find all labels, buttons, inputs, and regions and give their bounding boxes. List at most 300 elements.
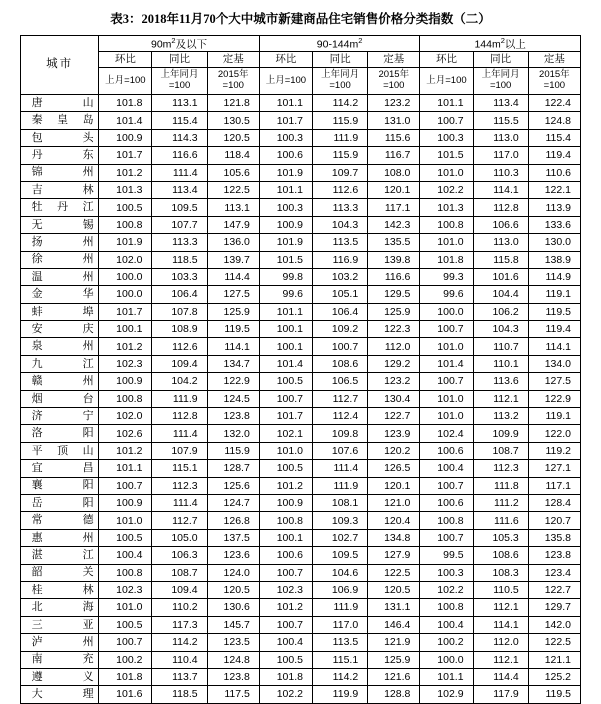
- city-name-cell: [21, 164, 99, 181]
- city-name-cell: [21, 477, 99, 494]
- table-row: [21, 164, 581, 181]
- value-cell: 100.2: [99, 651, 152, 668]
- value-cell: 100.2: [420, 634, 473, 651]
- value-cell: 123.2: [368, 373, 420, 390]
- value-cell: 101.0: [420, 338, 473, 355]
- value-cell: 100.8: [420, 216, 473, 233]
- city-label: 三 亚: [31, 618, 94, 631]
- city-label: 常 德: [31, 514, 94, 527]
- city-name-cell: [21, 634, 99, 651]
- city-name-cell: [21, 95, 99, 112]
- city-label: 丹 东: [31, 149, 94, 162]
- basis-fixed-small: 2015年=100: [207, 68, 259, 95]
- city-label: 徐 州: [31, 253, 94, 266]
- value-cell: 123.2: [368, 95, 420, 112]
- value-cell: 100.8: [420, 512, 473, 529]
- city-name-cell: [21, 112, 99, 129]
- value-cell: 102.9: [420, 686, 473, 703]
- city-label: 湛 江: [31, 549, 94, 562]
- table-row: [21, 181, 581, 198]
- value-cell: 120.1: [368, 477, 420, 494]
- city-label: 唐 山: [31, 96, 94, 109]
- value-cell: 115.9: [207, 442, 259, 459]
- value-cell: 128.7: [207, 460, 259, 477]
- value-cell: 110.3: [473, 164, 528, 181]
- value-cell: 111.4: [152, 425, 207, 442]
- value-cell: 117.9: [473, 686, 528, 703]
- value-cell: 128.4: [528, 494, 580, 511]
- table-row: [21, 668, 581, 685]
- value-cell: 111.2: [473, 494, 528, 511]
- value-cell: 106.3: [152, 547, 207, 564]
- table-row: [21, 425, 581, 442]
- value-cell: 121.9: [368, 634, 420, 651]
- city-name-cell: [21, 390, 99, 407]
- city-name-cell: [21, 547, 99, 564]
- value-cell: 108.0: [368, 164, 420, 181]
- value-cell: 114.2: [152, 634, 207, 651]
- value-cell: 115.1: [152, 460, 207, 477]
- value-cell: 106.6: [473, 216, 528, 233]
- group-suffix-small: 及以下: [175, 38, 208, 51]
- value-cell: 134.7: [207, 355, 259, 372]
- city-label: 烟 台: [31, 392, 94, 405]
- value-cell: 122.5: [207, 181, 259, 198]
- value-cell: 112.1: [473, 599, 528, 616]
- value-cell: 107.7: [152, 216, 207, 233]
- city-label: 泸 州: [31, 635, 94, 648]
- value-cell: 113.5: [312, 634, 367, 651]
- subheader-fixed-large: 定基: [528, 52, 580, 68]
- value-cell: 112.7: [312, 390, 367, 407]
- value-cell: 124.7: [207, 494, 259, 511]
- value-cell: 101.1: [259, 303, 312, 320]
- value-cell: 101.3: [99, 181, 152, 198]
- city-name-cell: [21, 494, 99, 511]
- city-label: 泉 州: [31, 340, 94, 353]
- city-name-cell: [21, 234, 99, 251]
- value-cell: 124.8: [207, 651, 259, 668]
- value-cell: 124.5: [207, 390, 259, 407]
- table-header: [21, 36, 581, 95]
- value-cell: 147.9: [207, 216, 259, 233]
- city-label: 扬 州: [31, 236, 94, 248]
- value-cell: 142.0: [528, 616, 580, 633]
- value-cell: 119.2: [528, 442, 580, 459]
- value-cell: 115.5: [473, 112, 528, 129]
- value-cell: 114.1: [473, 181, 528, 198]
- value-cell: 108.9: [152, 321, 207, 338]
- value-cell: 120.7: [528, 512, 580, 529]
- table-row: [21, 408, 581, 425]
- value-cell: 101.6: [473, 268, 528, 285]
- value-cell: 125.9: [368, 651, 420, 668]
- value-cell: 117.1: [368, 199, 420, 216]
- value-cell: 101.7: [99, 303, 152, 320]
- city-label: 锦 州: [31, 166, 94, 179]
- city-name-cell: [21, 355, 99, 372]
- value-cell: 101.9: [259, 234, 312, 251]
- header-city: 城市: [21, 36, 99, 95]
- value-cell: 100.1: [99, 321, 152, 338]
- value-cell: 111.8: [473, 477, 528, 494]
- value-cell: 101.7: [259, 112, 312, 129]
- value-cell: 113.6: [473, 373, 528, 390]
- group-suffix-large: 以上: [504, 38, 526, 51]
- header-group-mid: [259, 36, 420, 52]
- value-cell: 119.5: [207, 321, 259, 338]
- value-cell: 101.2: [259, 599, 312, 616]
- value-cell: 113.0: [473, 129, 528, 146]
- value-cell: 100.9: [259, 216, 312, 233]
- value-cell: 100.9: [99, 129, 152, 146]
- price-index-table: [20, 35, 581, 704]
- table-row: [21, 390, 581, 407]
- table-row: [21, 112, 581, 129]
- value-cell: 106.4: [312, 303, 367, 320]
- city-name-cell: [21, 268, 99, 285]
- group-sup-large: 2: [500, 35, 505, 45]
- value-cell: 114.1: [207, 338, 259, 355]
- value-cell: 129.7: [528, 599, 580, 616]
- value-cell: 109.4: [152, 581, 207, 598]
- city-name-cell: [21, 460, 99, 477]
- value-cell: 104.6: [312, 564, 367, 581]
- subheader-fixed-small: 定基: [207, 52, 259, 68]
- value-cell: 114.2: [312, 668, 367, 685]
- page-title: 表3：2018年11月70个大中城市新建商品住宅销售价格分类指数（二）: [110, 12, 491, 26]
- value-cell: 113.4: [152, 181, 207, 198]
- table-row: [21, 129, 581, 146]
- value-cell: 102.2: [420, 181, 473, 198]
- value-cell: 111.9: [152, 390, 207, 407]
- value-cell: 100.7: [259, 390, 312, 407]
- value-cell: 112.6: [152, 338, 207, 355]
- value-cell: 100.6: [420, 442, 473, 459]
- value-cell: 106.5: [312, 373, 367, 390]
- value-cell: 113.1: [207, 199, 259, 216]
- value-cell: 100.8: [99, 564, 152, 581]
- value-cell: 110.7: [473, 338, 528, 355]
- value-cell: 125.2: [528, 668, 580, 685]
- city-name-cell: [21, 616, 99, 633]
- value-cell: 125.6: [207, 477, 259, 494]
- group-label-mid: 90-144m: [316, 38, 359, 51]
- value-cell: 101.4: [99, 112, 152, 129]
- table-row: [21, 686, 581, 703]
- value-cell: 123.6: [207, 547, 259, 564]
- table-row: [21, 512, 581, 529]
- value-cell: 101.0: [420, 164, 473, 181]
- value-cell: 145.7: [207, 616, 259, 633]
- value-cell: 107.9: [152, 442, 207, 459]
- value-cell: 101.0: [420, 234, 473, 251]
- value-cell: 100.8: [99, 390, 152, 407]
- value-cell: 112.0: [473, 634, 528, 651]
- value-cell: 122.0: [528, 425, 580, 442]
- value-cell: 110.2: [152, 599, 207, 616]
- value-cell: 122.5: [528, 634, 580, 651]
- city-name-cell: [21, 303, 99, 320]
- value-cell: 102.2: [259, 686, 312, 703]
- value-cell: 112.3: [152, 477, 207, 494]
- city-name-cell: [21, 686, 99, 703]
- value-cell: 120.2: [368, 442, 420, 459]
- value-cell: 116.7: [368, 147, 420, 164]
- value-cell: 100.0: [420, 651, 473, 668]
- value-cell: 100.7: [259, 564, 312, 581]
- value-cell: 101.4: [420, 355, 473, 372]
- value-cell: 146.4: [368, 616, 420, 633]
- value-cell: 100.9: [259, 494, 312, 511]
- basis-yoy-small: 上年同月=100: [152, 68, 207, 95]
- city-label: 牡 丹 江: [31, 201, 94, 214]
- value-cell: 105.3: [473, 529, 528, 546]
- value-cell: 135.8: [528, 529, 580, 546]
- value-cell: 122.7: [368, 408, 420, 425]
- value-cell: 100.5: [259, 651, 312, 668]
- value-cell: 100.9: [99, 373, 152, 390]
- table-body: [21, 95, 581, 704]
- value-cell: 104.4: [473, 286, 528, 303]
- value-cell: 129.2: [368, 355, 420, 372]
- value-cell: 128.8: [368, 686, 420, 703]
- value-cell: 102.1: [259, 425, 312, 442]
- value-cell: 101.7: [99, 147, 152, 164]
- value-cell: 116.6: [152, 147, 207, 164]
- value-cell: 110.4: [152, 651, 207, 668]
- value-cell: 127.1: [528, 460, 580, 477]
- value-cell: 99.3: [420, 268, 473, 285]
- value-cell: 108.6: [473, 547, 528, 564]
- value-cell: 123.8: [207, 668, 259, 685]
- value-cell: 100.4: [99, 547, 152, 564]
- value-cell: 122.1: [528, 181, 580, 198]
- table-row: [21, 599, 581, 616]
- value-cell: 111.4: [152, 494, 207, 511]
- value-cell: 117.1: [528, 477, 580, 494]
- value-cell: 101.7: [259, 408, 312, 425]
- value-cell: 104.3: [312, 216, 367, 233]
- value-cell: 100.7: [99, 634, 152, 651]
- group-sup-small: 2: [171, 35, 176, 45]
- value-cell: 124.0: [207, 564, 259, 581]
- value-cell: 123.8: [528, 547, 580, 564]
- value-cell: 101.1: [420, 95, 473, 112]
- value-cell: 100.3: [420, 129, 473, 146]
- value-cell: 115.9: [312, 112, 367, 129]
- value-cell: 101.1: [99, 460, 152, 477]
- city-name-cell: [21, 338, 99, 355]
- value-cell: 112.4: [312, 408, 367, 425]
- value-cell: 129.5: [368, 286, 420, 303]
- value-cell: 100.6: [420, 494, 473, 511]
- value-cell: 123.9: [368, 425, 420, 442]
- basis-fixed-large: 2015年=100: [528, 68, 580, 95]
- value-cell: 110.5: [473, 581, 528, 598]
- city-name-cell: [21, 321, 99, 338]
- value-cell: 100.7: [420, 321, 473, 338]
- value-cell: 112.0: [368, 338, 420, 355]
- value-cell: 101.1: [259, 95, 312, 112]
- value-cell: 99.6: [420, 286, 473, 303]
- value-cell: 113.9: [528, 199, 580, 216]
- value-cell: 115.4: [528, 129, 580, 146]
- value-cell: 119.5: [528, 303, 580, 320]
- value-cell: 100.1: [259, 338, 312, 355]
- city-label: 遵 义: [31, 670, 94, 683]
- value-cell: 102.0: [99, 408, 152, 425]
- city-name-cell: [21, 251, 99, 268]
- value-cell: 100.1: [259, 321, 312, 338]
- value-cell: 109.5: [312, 547, 367, 564]
- value-cell: 100.4: [420, 460, 473, 477]
- city-label: 温 州: [31, 270, 94, 283]
- value-cell: 101.2: [99, 442, 152, 459]
- value-cell: 130.0: [528, 234, 580, 251]
- value-cell: 99.5: [420, 547, 473, 564]
- value-cell: 111.9: [312, 129, 367, 146]
- basis-yoy-mid: 上年同月=100: [312, 68, 367, 95]
- value-cell: 107.6: [312, 442, 367, 459]
- value-cell: 101.4: [259, 355, 312, 372]
- value-cell: 117.0: [473, 147, 528, 164]
- value-cell: 100.5: [99, 529, 152, 546]
- value-cell: 113.7: [152, 668, 207, 685]
- value-cell: 118.5: [152, 251, 207, 268]
- city-label: 济 宁: [31, 409, 94, 422]
- value-cell: 135.5: [368, 234, 420, 251]
- value-cell: 118.5: [152, 686, 207, 703]
- value-cell: 102.4: [420, 425, 473, 442]
- city-label: 平 顶 山: [31, 444, 94, 457]
- value-cell: 100.1: [259, 529, 312, 546]
- table-row: [21, 529, 581, 546]
- value-cell: 130.5: [207, 112, 259, 129]
- value-cell: 111.9: [312, 599, 367, 616]
- subheader-mom-mid: 环比: [259, 52, 312, 68]
- value-cell: 132.0: [207, 425, 259, 442]
- city-label: 九 江: [31, 357, 94, 370]
- value-cell: 123.4: [528, 564, 580, 581]
- value-cell: 113.3: [312, 199, 367, 216]
- value-cell: 100.7: [420, 529, 473, 546]
- value-cell: 105.6: [207, 164, 259, 181]
- value-cell: 138.9: [528, 251, 580, 268]
- city-name-cell: [21, 373, 99, 390]
- subheader-yoy-mid: 同比: [312, 52, 367, 68]
- table-row: [21, 286, 581, 303]
- value-cell: 126.8: [207, 512, 259, 529]
- group-sup-mid: 2: [358, 35, 363, 45]
- value-cell: 101.0: [99, 599, 152, 616]
- value-cell: 116.9: [312, 251, 367, 268]
- value-cell: 115.1: [312, 651, 367, 668]
- value-cell: 102.7: [312, 529, 367, 546]
- value-cell: 100.0: [99, 286, 152, 303]
- value-cell: 101.1: [259, 181, 312, 198]
- table-row: [21, 216, 581, 233]
- value-cell: 114.3: [152, 129, 207, 146]
- value-cell: 101.9: [99, 234, 152, 251]
- value-cell: 101.8: [99, 95, 152, 112]
- value-cell: 120.4: [368, 512, 420, 529]
- value-cell: 131.1: [368, 599, 420, 616]
- basis-yoy-large: 上年同月=100: [473, 68, 528, 95]
- value-cell: 102.6: [99, 425, 152, 442]
- header-group-small: [99, 36, 260, 52]
- value-cell: 100.7: [312, 338, 367, 355]
- value-cell: 109.3: [312, 512, 367, 529]
- value-cell: 113.0: [473, 234, 528, 251]
- value-cell: 100.7: [420, 112, 473, 129]
- value-cell: 119.5: [528, 686, 580, 703]
- value-cell: 100.7: [420, 373, 473, 390]
- value-cell: 125.9: [207, 303, 259, 320]
- value-cell: 107.8: [152, 303, 207, 320]
- value-cell: 112.1: [473, 651, 528, 668]
- value-cell: 115.8: [473, 251, 528, 268]
- value-cell: 108.1: [312, 494, 367, 511]
- value-cell: 115.6: [368, 129, 420, 146]
- value-cell: 100.6: [259, 147, 312, 164]
- subheader-yoy-small: 同比: [152, 52, 207, 68]
- table-row: [21, 95, 581, 112]
- value-cell: 103.2: [312, 268, 367, 285]
- value-cell: 100.6: [259, 547, 312, 564]
- value-cell: 112.8: [152, 408, 207, 425]
- value-cell: 139.8: [368, 251, 420, 268]
- value-cell: 123.5: [207, 634, 259, 651]
- city-name-cell: [21, 425, 99, 442]
- table-row: [21, 442, 581, 459]
- value-cell: 100.9: [99, 494, 152, 511]
- value-cell: 116.6: [368, 268, 420, 285]
- value-cell: 101.0: [259, 442, 312, 459]
- value-cell: 100.4: [259, 634, 312, 651]
- value-cell: 101.8: [99, 668, 152, 685]
- value-cell: 122.5: [368, 564, 420, 581]
- value-cell: 134.0: [528, 355, 580, 372]
- value-cell: 109.8: [312, 425, 367, 442]
- value-cell: 108.6: [312, 355, 367, 372]
- subheader-mom-large: 环比: [420, 52, 473, 68]
- city-label: 宜 昌: [31, 462, 94, 475]
- city-label: 南 充: [31, 653, 94, 666]
- table-row: [21, 564, 581, 581]
- city-label: 洛 阳: [31, 427, 94, 440]
- table-row: [21, 494, 581, 511]
- city-label: 襄 阳: [31, 479, 94, 492]
- value-cell: 127.9: [368, 547, 420, 564]
- value-cell: 111.6: [473, 512, 528, 529]
- value-cell: 130.4: [368, 390, 420, 407]
- value-cell: 109.7: [312, 164, 367, 181]
- value-cell: 113.3: [152, 234, 207, 251]
- city-label: 岳 阳: [31, 496, 94, 509]
- value-cell: 110.1: [473, 355, 528, 372]
- table-row: [21, 268, 581, 285]
- city-name-cell: [21, 651, 99, 668]
- value-cell: 100.3: [420, 564, 473, 581]
- table-row: [21, 581, 581, 598]
- value-cell: 134.8: [368, 529, 420, 546]
- city-name-cell: [21, 216, 99, 233]
- city-name-cell: [21, 581, 99, 598]
- value-cell: 100.4: [420, 616, 473, 633]
- value-cell: 100.5: [99, 199, 152, 216]
- city-name-cell: [21, 286, 99, 303]
